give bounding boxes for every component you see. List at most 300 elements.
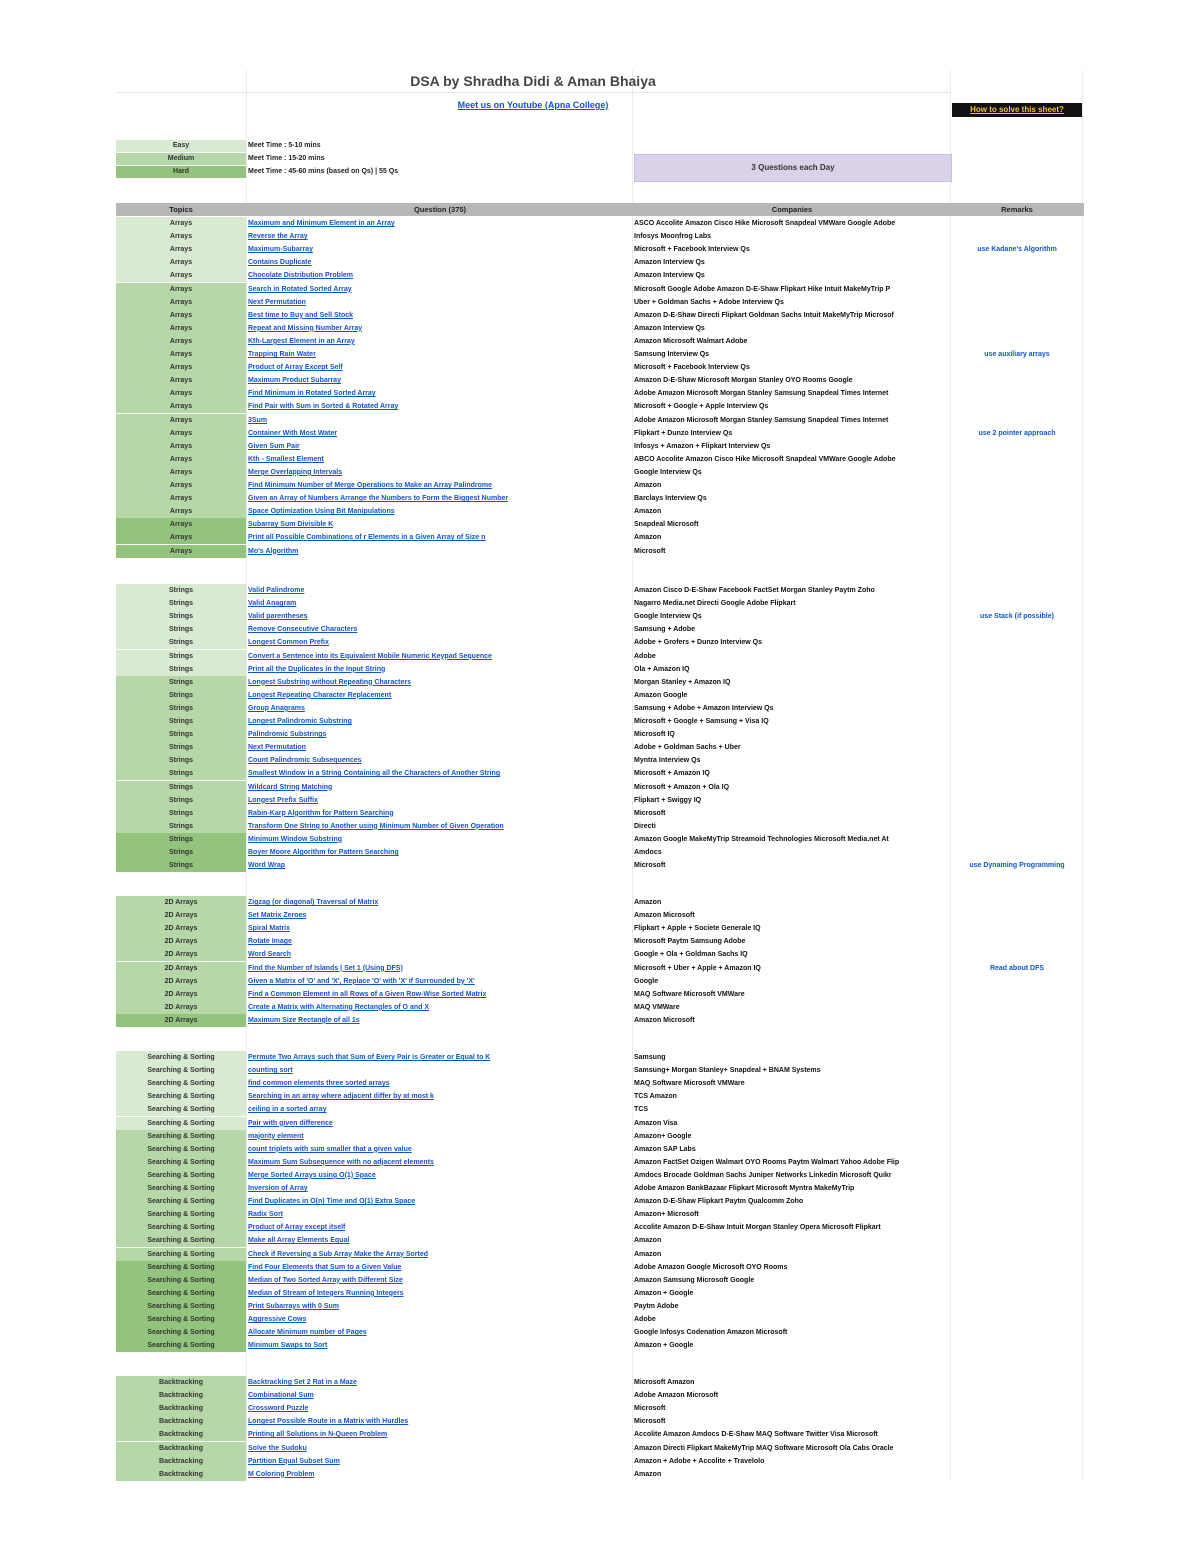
table-row	[116, 741, 1084, 754]
companies-cell: ASCO Accolite Amazon Cisco Hike Microsoft Snapdeal VMWare Google Adobe	[634, 220, 896, 227]
topic-cell: Searching & Sorting	[116, 1143, 246, 1156]
question-link[interactable]: Given an Array of Numbers Arrange the Numbers to Form the Biggest Number	[248, 495, 509, 503]
question-link[interactable]: Valid Palindrome	[248, 587, 305, 594]
question-link[interactable]: Smallest Window in a String Containing all the Characters of Another String	[248, 770, 501, 778]
question-link[interactable]: Repeat and Missing Number Array	[248, 324, 363, 332]
table-row	[116, 820, 1084, 833]
question-link[interactable]: Find a Common Element in all Rows of a Given Row-Wise Sorted Matrix	[248, 990, 487, 998]
question-link[interactable]: Permute Two Arrays such that Sum of Every Pair is Greater or Equal to K	[248, 1054, 491, 1061]
companies-cell: Amazon Microsoft Walmart Adobe	[634, 337, 748, 345]
question-link[interactable]: Inversion of Array	[248, 1185, 308, 1192]
table-row	[116, 505, 1084, 518]
topic-cell: Strings	[116, 807, 246, 820]
question-link[interactable]: M Coloring Problem	[248, 1470, 315, 1478]
companies-cell: Microsoft IQ	[634, 731, 675, 739]
companies-cell: Microsoft + Amazon + Ola IQ	[634, 783, 730, 791]
table-row	[116, 1182, 1084, 1195]
table-row	[116, 846, 1084, 859]
companies-cell: Microsoft Amazon	[634, 1379, 695, 1386]
companies-cell: Microsoft	[634, 809, 666, 817]
header-topics: Topics	[169, 205, 193, 214]
question-link[interactable]: Rabin-Karp Algorithm for Pattern Searching	[248, 809, 394, 817]
question-link[interactable]: Reverse the Array	[248, 233, 308, 241]
question-link[interactable]: Subarray Sum Divisible K	[248, 521, 334, 529]
table-row	[116, 1117, 1084, 1130]
companies-cell: Samsung	[634, 1054, 666, 1061]
topic-cell: 2D Arrays	[116, 1014, 246, 1027]
question-link[interactable]: Merge Overlapping Intervals	[248, 468, 343, 476]
question-link[interactable]: Radix Sort	[248, 1211, 284, 1219]
table-row	[116, 1455, 1084, 1468]
question-link[interactable]: count triplets with sum smaller that a given value	[248, 1145, 412, 1153]
question-link[interactable]: Check if Reversing a Sub Array Make the Array Sorted	[248, 1250, 428, 1258]
topic-cell: Searching & Sorting	[116, 1208, 246, 1221]
table-row	[116, 374, 1084, 387]
table-row	[116, 988, 1084, 1001]
companies-cell: Nagarro Media.net Directi Google Adobe Flipkart	[634, 600, 796, 608]
topic-cell: 2D Arrays	[116, 909, 246, 922]
table-row	[116, 1195, 1084, 1208]
question-link[interactable]: Find the Number of Islands | Set 1 (Using DFS)	[248, 964, 403, 972]
companies-cell: Google Infosys Codenation Amazon Microsoft	[634, 1329, 788, 1337]
table-row	[116, 1274, 1084, 1287]
question-link[interactable]: Kth-Largest Element in an Array	[248, 337, 355, 345]
companies-cell: Barclays Interview Qs	[634, 495, 707, 503]
topic-cell: Strings	[116, 663, 246, 676]
question-link[interactable]: Longest Substring without Repeating Characters	[248, 678, 411, 686]
table-row	[116, 948, 1084, 961]
topic-cell: Strings	[116, 754, 246, 767]
question-link[interactable]: Group Anagrams	[248, 704, 305, 712]
companies-cell: Adobe + Grofers + Dunzo Interview Qs	[634, 639, 762, 647]
question-link[interactable]: Longest Palindromic Substring	[248, 718, 352, 725]
question-link[interactable]: Median of Two Sorted Array with Different Size	[248, 1276, 403, 1284]
question-link[interactable]: Transform One String to Another using Minimum Number of Given Operation	[248, 822, 504, 830]
topic-cell: Strings	[116, 859, 246, 872]
question-link[interactable]: Count Palindromic Subsequences	[248, 757, 362, 765]
topic-cell: Searching & Sorting	[116, 1234, 246, 1247]
topic-cell: Searching & Sorting	[116, 1064, 246, 1077]
topic-cell: 2D Arrays	[116, 948, 246, 961]
question-link[interactable]: Valid parentheses	[248, 613, 308, 621]
topic-cell: Strings	[116, 820, 246, 833]
table-row	[116, 1339, 1084, 1352]
question-link[interactable]: Kth - Smallest Element	[248, 455, 324, 463]
question-link[interactable]: Create a Matrix with Alternating Rectangles of O and X	[248, 1003, 429, 1011]
topic-cell: Backtracking	[116, 1468, 246, 1481]
companies-cell: Adobe Amazon Google Microsoft OYO Rooms	[634, 1263, 788, 1271]
table-row	[116, 702, 1084, 715]
question-link[interactable]: Print all the Duplicates in the Input String	[248, 665, 386, 673]
topic-cell: Arrays	[116, 335, 246, 348]
topic-cell: Arrays	[116, 296, 246, 309]
question-link[interactable]: Make all Array Elements Equal	[248, 1237, 350, 1245]
table-row	[116, 1326, 1084, 1339]
companies-cell: Amazon D-E-Shaw Microsoft Morgan Stanley OYO Rooms Google	[634, 377, 853, 385]
topic-cell: Searching & Sorting	[116, 1077, 246, 1090]
companies-cell: Paytm Adobe	[634, 1302, 679, 1310]
companies-cell: Amdocs	[634, 849, 662, 856]
companies-cell: Amazon SAP Labs	[634, 1145, 696, 1153]
question-link[interactable]: Maximum and Minimum Element in an Array	[248, 220, 395, 227]
question-link[interactable]: Minimum Swaps to Sort	[248, 1342, 328, 1350]
question-link[interactable]: Valid Anagram	[248, 600, 297, 608]
table-row	[116, 922, 1084, 935]
question-link[interactable]: Searching in an array where adjacent differ by at most k	[248, 1093, 434, 1101]
companies-cell: Amazon+ Google	[634, 1132, 692, 1140]
companies-cell: MAQ Software Microsoft VMWare	[634, 990, 745, 998]
table-row	[116, 545, 1084, 558]
topic-cell: Searching & Sorting	[116, 1103, 246, 1116]
question-link[interactable]: Minimum Window Substring	[248, 835, 343, 843]
topic-cell: Searching & Sorting	[116, 1313, 246, 1326]
companies-cell: Amazon+ Microsoft	[634, 1211, 699, 1219]
question-link[interactable]: Maximum Sum Subsequence with no adjacent elements	[248, 1158, 434, 1166]
companies-cell: Amazon	[634, 534, 662, 542]
question-link[interactable]: find common elements three sorted arrays	[248, 1080, 390, 1088]
question-link[interactable]: Spiral Matrix	[248, 925, 291, 933]
question-link[interactable]: Best time to Buy and Sell Stock	[248, 311, 354, 319]
question-link[interactable]: Aggressive Cows	[248, 1316, 307, 1323]
question-link[interactable]: Backtracking Set 2 Rat in a Maze	[248, 1379, 357, 1386]
companies-cell: Adobe Amazon BankBazaar Flipkart Microsoft Myntra MakeMyTrip	[634, 1185, 855, 1192]
question-link[interactable]: Container With Most Water	[248, 429, 338, 437]
question-link[interactable]: Boyer Moore Algorithm for Pattern Searching	[248, 849, 399, 856]
topic-cell: Searching & Sorting	[116, 1261, 246, 1274]
topic-cell: Arrays	[116, 466, 246, 479]
table-row	[116, 1313, 1084, 1326]
table-row	[116, 283, 1084, 296]
legend-hard-time: Meet Time : 45-60 mins (based on Qs) | 55 Qs	[248, 168, 399, 175]
question-link[interactable]: Crossword Puzzle	[248, 1405, 309, 1413]
table-row	[116, 1376, 1084, 1389]
topic-cell: Arrays	[116, 387, 246, 400]
table-header	[116, 203, 1084, 216]
companies-cell: Amazon + Google	[634, 1342, 694, 1350]
companies-cell: Amazon Google	[634, 691, 688, 699]
table-row	[116, 230, 1084, 243]
question-link[interactable]: Find Pair with Sum in Sorted & Rotated Array	[248, 403, 399, 411]
question-link[interactable]: 3Sum	[248, 416, 268, 424]
topic-cell: Backtracking	[116, 1415, 246, 1428]
table-row	[116, 715, 1084, 728]
companies-cell: Amdocs Brocade Goldman Sachs Juniper Networks Linkedin Microsoft Quikr	[634, 1171, 892, 1179]
table-row	[116, 479, 1084, 492]
companies-cell: Amazon Google MakeMyTrip Streamoid Technologies Microsoft Media.net At	[634, 835, 889, 843]
topic-cell: Searching & Sorting	[116, 1300, 246, 1313]
companies-cell: Adobe Amazon Microsoft Morgan Stanley Samsung Snapdeal Times Internet	[634, 390, 889, 398]
topic-cell: Arrays	[116, 374, 246, 387]
questions-per-day-note: 3 Questions each Day	[634, 154, 952, 182]
companies-cell: Amazon FactSet Ozigen Walmart OYO Rooms Paytm Walmart Yahoo Adobe Flip	[634, 1158, 900, 1166]
question-link[interactable]: Contains Duplicate	[248, 259, 312, 267]
companies-cell: Uber + Goldman Sachs + Adobe Interview Qs	[634, 298, 784, 306]
question-link[interactable]: Word Wrap	[248, 862, 286, 870]
question-link[interactable]: Allocate Minimum number of Pages	[248, 1329, 367, 1337]
remarks-cell: use Stack (if possible)	[980, 613, 1054, 621]
question-link[interactable]: Maximum Size Rectangle of all 1s	[248, 1016, 360, 1024]
topic-cell: Searching & Sorting	[116, 1169, 246, 1182]
question-link[interactable]: Print all Possible Combinations of r Elements in a Given Array of Size n	[248, 534, 486, 542]
table-row	[116, 400, 1084, 413]
table-row	[116, 623, 1084, 636]
table-row	[116, 453, 1084, 466]
companies-cell: MAQ Software Microsoft VMWare	[634, 1080, 745, 1088]
companies-cell: Amazon Cisco D-E-Shaw Facebook FactSet Morgan Stanley Paytm Zoho	[634, 587, 875, 594]
companies-cell: TCS	[634, 1106, 648, 1114]
question-link[interactable]: Convert a Sentence into its Equivalent Mobile Numeric Keypad Sequence	[248, 652, 492, 660]
question-link[interactable]: Longest Common Prefix	[248, 639, 329, 647]
question-link[interactable]: Find Duplicates in O(n) Time and O(1) Extra Space	[248, 1198, 416, 1206]
table-row	[116, 1287, 1084, 1300]
table-row	[116, 531, 1084, 544]
table-row	[116, 1221, 1084, 1234]
question-link[interactable]: Next Permutation	[248, 744, 306, 752]
topic-cell: Searching & Sorting	[116, 1051, 246, 1064]
companies-cell: Adobe	[634, 652, 656, 660]
question-link[interactable]: Rotate Image	[248, 938, 292, 946]
companies-cell: Adobe Amazon Microsoft Morgan Stanley Samsung Snapdeal Times Internet	[634, 416, 889, 424]
topic-cell: Backtracking	[116, 1402, 246, 1415]
table-row	[116, 1248, 1084, 1261]
companies-cell: Adobe Amazon Microsoft	[634, 1392, 719, 1400]
topic-cell: Strings	[116, 623, 246, 636]
remarks-cell: Read about DFS	[989, 964, 1045, 972]
companies-cell: Infosys + Amazon + Flipkart Interview Qs	[634, 442, 771, 450]
topic-cell: Searching & Sorting	[116, 1221, 246, 1234]
table-row	[116, 1261, 1084, 1274]
companies-cell: Microsoft + Amazon IQ	[634, 770, 710, 778]
companies-cell: Amazon	[634, 508, 662, 516]
header-remarks: Remarks	[1001, 205, 1033, 214]
question-link[interactable]: Given a Matrix of 'O' and 'X', Replace 'O' with 'X' if Surrounded by 'X'	[248, 977, 475, 985]
question-link[interactable]: Product of Array Except Self	[248, 364, 343, 372]
table-row	[116, 1064, 1084, 1077]
topic-cell: Strings	[116, 715, 246, 728]
topic-cell: Arrays	[116, 230, 246, 243]
question-link[interactable]: Combinational Sum	[248, 1392, 314, 1400]
table-row	[116, 807, 1084, 820]
topic-cell: Arrays	[116, 414, 246, 427]
companies-cell: Amazon Microsoft	[634, 1016, 695, 1024]
companies-cell: ABCO Accolite Amazon Cisco Hike Microsoft Snapdeal VMWare Google Adobe	[634, 455, 896, 463]
table-row	[116, 1208, 1084, 1221]
topic-cell: Backtracking	[116, 1389, 246, 1402]
table-row	[116, 1130, 1084, 1143]
table-row	[116, 1415, 1084, 1428]
companies-cell: Microsoft Google Adobe Amazon D-E-Shaw Flipkart Hike Intuit MakeMyTrip P	[634, 285, 891, 293]
table-row	[116, 728, 1084, 741]
topic-cell: Arrays	[116, 217, 246, 230]
topic-cell: Strings	[116, 610, 246, 623]
topic-cell: Strings	[116, 741, 246, 754]
question-link[interactable]: ceiling in a sorted array	[248, 1106, 327, 1114]
question-link[interactable]: Chocolate Distribution Problem	[248, 272, 354, 280]
table-row	[116, 440, 1084, 453]
companies-cell: Microsoft + Facebook Interview Qs	[634, 364, 750, 372]
companies-cell: MAQ VMWare	[634, 1003, 680, 1011]
companies-cell: Samsung + Adobe	[634, 626, 696, 634]
table-row	[116, 1442, 1084, 1455]
table-row	[116, 584, 1084, 597]
table-row	[116, 610, 1084, 623]
table-row	[116, 1156, 1084, 1169]
question-link[interactable]: Space Optimization Using Bit Manipulations	[248, 508, 395, 516]
topic-cell: 2D Arrays	[116, 935, 246, 948]
companies-cell: Microsoft + Google + Apple Interview Qs	[634, 403, 769, 411]
question-link[interactable]: Find Minimum Number of Merge Operations to Make an Array Palindrome	[248, 482, 493, 489]
companies-cell: Samsung+ Morgan Stanley+ Snapdeal + BNAM Systems	[634, 1067, 821, 1075]
question-link[interactable]: counting sort	[248, 1067, 293, 1075]
topic-cell: Arrays	[116, 269, 246, 282]
companies-cell: Amazon	[634, 1470, 662, 1478]
topic-cell: Searching & Sorting	[116, 1274, 246, 1287]
companies-cell: Amazon Directi Flipkart MakeMyTrip MAQ Software Microsoft Ola Cabs Oracle	[634, 1444, 894, 1452]
question-link[interactable]: Mo's Algorithm	[248, 547, 299, 555]
table-row	[116, 492, 1084, 505]
question-link[interactable]: Maximum-Subarray	[248, 246, 313, 254]
companies-cell: Microsoft + Google + Samsung + Visa IQ	[634, 718, 769, 725]
question-link[interactable]: Set Matrix Zeroes	[248, 912, 307, 920]
companies-cell: Flipkart + Apple + Societe Generale IQ	[634, 925, 761, 933]
question-link[interactable]: Partition Equal Subset Sum	[248, 1457, 340, 1465]
companies-cell: Directi	[634, 822, 656, 830]
how-to-solve-button[interactable]: How to solve this sheet?	[952, 103, 1082, 117]
topic-cell: Arrays	[116, 492, 246, 505]
companies-cell: Amazon	[634, 1250, 662, 1258]
companies-cell: Microsoft + Facebook Interview Qs	[634, 246, 750, 254]
question-link[interactable]: Remove Consecutive Characters	[248, 626, 358, 634]
question-link[interactable]: Product of Array except itself	[248, 1224, 346, 1232]
topic-cell: Strings	[116, 636, 246, 649]
question-link[interactable]: Find Minimum in Rotated Sorted Array	[248, 390, 376, 398]
topic-cell: Searching & Sorting	[116, 1339, 246, 1352]
table-row	[116, 1234, 1084, 1247]
question-link[interactable]: Print Subarrays with 0 Sum	[248, 1302, 340, 1310]
topic-cell: Arrays	[116, 348, 246, 361]
question-link[interactable]: Longest Possible Route in a Matrix with Hurdles	[248, 1418, 409, 1426]
topic-cell: Strings	[116, 702, 246, 715]
question-link[interactable]: Search in Rotated Sorted Array	[248, 285, 352, 293]
companies-cell: Microsoft	[634, 862, 666, 870]
topic-cell: Arrays	[116, 531, 246, 544]
companies-cell: Amazon + Google	[634, 1289, 694, 1297]
question-link[interactable]: Pair with given difference	[248, 1119, 333, 1127]
question-link[interactable]: Maximum Product Subarray	[248, 377, 341, 385]
table-row	[116, 1001, 1084, 1014]
companies-cell: Google Interview Qs	[634, 613, 702, 621]
topic-cell: Arrays	[116, 400, 246, 413]
companies-cell: Microsoft	[634, 1418, 666, 1426]
question-link[interactable]: Wildcard String Matching	[248, 783, 333, 791]
table-row	[116, 1143, 1084, 1156]
question-link[interactable]: majority element	[248, 1132, 304, 1140]
companies-cell: Amazon + Adobe + Accolite + Travelolo	[634, 1457, 765, 1465]
table-row	[116, 335, 1084, 348]
topic-cell: Searching & Sorting	[116, 1117, 246, 1130]
companies-cell: Samsung Interview Qs	[634, 351, 710, 358]
table-row	[116, 1051, 1084, 1064]
table-row	[116, 309, 1084, 322]
topic-cell: Strings	[116, 597, 246, 610]
topic-cell: Searching & Sorting	[116, 1326, 246, 1339]
table-row	[116, 1468, 1084, 1481]
youtube-link[interactable]: Meet us on Youtube (Apna College)	[457, 100, 609, 110]
topic-cell: Strings	[116, 781, 246, 794]
table-row	[116, 663, 1084, 676]
question-link[interactable]: Find Four Elements that Sum to a Given Value	[248, 1263, 402, 1271]
legend-easy-time: Meet Time : 5-10 mins	[248, 142, 321, 149]
table-row	[116, 859, 1084, 872]
question-link[interactable]: Zigzag (or diagonal) Traversal of Matrix	[248, 899, 379, 906]
companies-cell: Google	[634, 977, 659, 985]
companies-cell: Accolite Amazon D-E-Shaw Intuit Morgan Stanley Opera Microsoft Flipkart	[634, 1224, 881, 1232]
companies-cell: Amazon	[634, 1237, 662, 1245]
table-row	[116, 975, 1084, 988]
companies-cell: Samsung + Adobe + Amazon Interview Qs	[634, 704, 774, 712]
topic-cell: Strings	[116, 584, 246, 597]
companies-cell: Amazon D-E-Shaw Directi Flipkart Goldman Sachs Intuit MakeMyTrip Microsof	[634, 311, 894, 319]
question-link[interactable]: Given Sum Pair	[248, 442, 300, 450]
topic-cell: Strings	[116, 767, 246, 780]
table-row	[116, 387, 1084, 400]
companies-cell: TCS Amazon	[634, 1093, 677, 1101]
question-link[interactable]: Palindromic Substrings	[248, 731, 327, 739]
topic-cell: Strings	[116, 728, 246, 741]
companies-cell: Adobe	[634, 1316, 656, 1323]
topic-cell: Searching & Sorting	[116, 1156, 246, 1169]
companies-cell: Accolite Amazon Amdocs D-E-Shaw MAQ Software Twitter Visa Microsoft	[634, 1431, 878, 1439]
topic-cell: Searching & Sorting	[116, 1287, 246, 1300]
table-row	[116, 348, 1084, 361]
table-row	[116, 1169, 1084, 1182]
question-link[interactable]: Median of Stream of Integers Running Integers	[248, 1289, 404, 1297]
companies-cell: Amazon D-E-Shaw Flipkart Paytm Qualcomm Zoho	[634, 1198, 804, 1206]
table-row	[116, 962, 1084, 975]
topic-cell: Arrays	[116, 256, 246, 269]
question-link[interactable]: Solve the Sudoku	[248, 1444, 307, 1452]
sheet-title: DSA by Shradha Didi & Aman Bhaiya	[116, 70, 950, 93]
companies-cell: Flipkart + Swiggy IQ	[634, 796, 702, 804]
table-row	[116, 243, 1084, 256]
table-row	[116, 1402, 1084, 1415]
table-row	[116, 676, 1084, 689]
topic-cell: 2D Arrays	[116, 988, 246, 1001]
topic-cell: Searching & Sorting	[116, 1182, 246, 1195]
table-row	[116, 269, 1084, 282]
table-row	[116, 1428, 1084, 1441]
question-link[interactable]: Next Permutation	[248, 298, 306, 306]
question-link[interactable]: Trapping Rain Water	[248, 351, 316, 358]
question-link[interactable]: Merge Sorted Arrays using O(1) Space	[248, 1171, 376, 1179]
companies-cell: Amazon	[634, 482, 662, 489]
question-link[interactable]: Longest Prefix Suffix	[248, 796, 319, 804]
question-link[interactable]: Longest Repeating Character Replacement	[248, 691, 392, 699]
table-row	[116, 1090, 1084, 1103]
table-row	[116, 896, 1084, 909]
question-link[interactable]: Word Search	[248, 951, 292, 959]
topic-cell: Backtracking	[116, 1376, 246, 1389]
topic-cell: Searching & Sorting	[116, 1195, 246, 1208]
topic-cell: 2D Arrays	[116, 962, 246, 975]
table-row	[116, 636, 1084, 649]
remarks-cell: use Kadane's Algorithm	[977, 246, 1057, 254]
table-row	[116, 1103, 1084, 1116]
companies-cell: Microsoft Paytm Samsung Adobe	[634, 938, 746, 946]
topic-cell: Arrays	[116, 545, 246, 558]
topic-cell: Arrays	[116, 453, 246, 466]
question-link[interactable]: Printing all Solutions in N-Queen Problem	[248, 1431, 388, 1439]
